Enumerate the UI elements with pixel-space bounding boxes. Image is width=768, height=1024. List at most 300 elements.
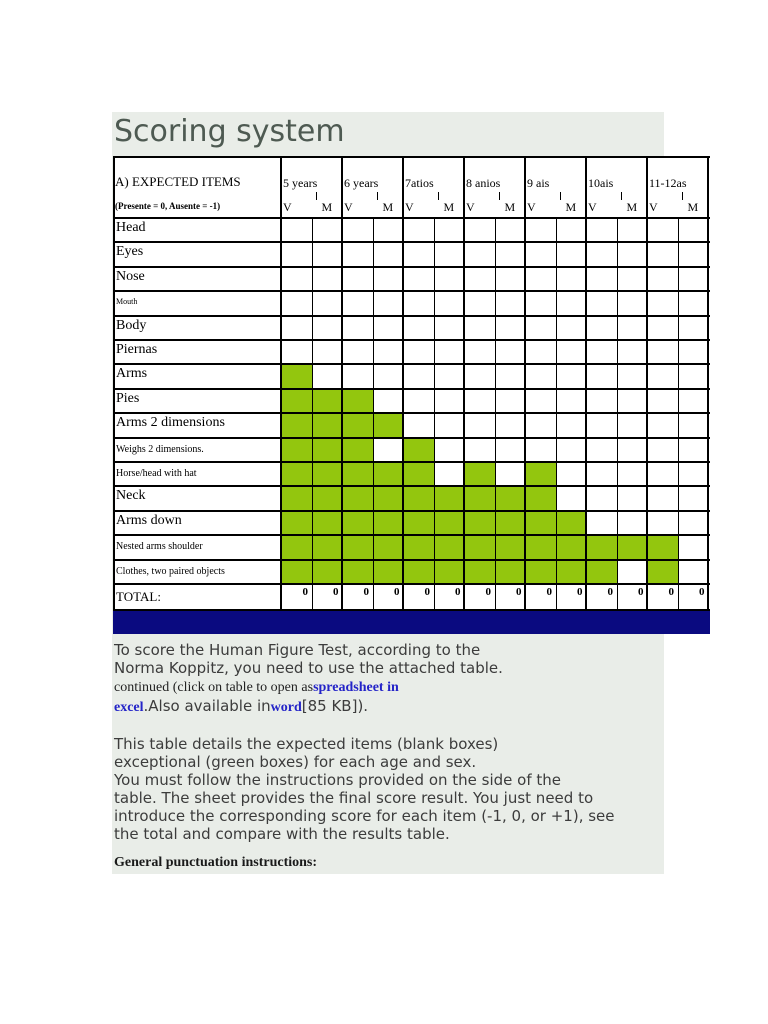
score-cell[interactable] — [678, 242, 709, 266]
score-cell[interactable] — [373, 267, 404, 291]
score-cell[interactable] — [556, 560, 587, 584]
score-cell[interactable] — [495, 438, 526, 462]
score-cell[interactable] — [617, 413, 648, 437]
grid-line — [495, 218, 496, 610]
grid-line — [585, 156, 587, 610]
score-cell[interactable] — [434, 413, 465, 437]
score-cell[interactable] — [434, 316, 465, 340]
score-cell[interactable] — [678, 364, 709, 388]
score-cell[interactable] — [373, 364, 404, 388]
score-cell[interactable] — [464, 291, 495, 315]
score-cell[interactable] — [525, 462, 556, 486]
score-cell[interactable] — [556, 511, 587, 535]
score-cell[interactable] — [678, 486, 709, 510]
sex-label: V — [283, 200, 292, 214]
grid-line — [113, 315, 710, 317]
body-line: table. The sheet provides the final score result. You just need to — [114, 789, 594, 807]
score-cell[interactable] — [556, 389, 587, 413]
score-cell[interactable] — [342, 340, 373, 364]
grid-line — [434, 218, 435, 610]
score-cell[interactable] — [434, 340, 465, 364]
score-cell[interactable] — [403, 291, 434, 315]
total-value: 0 — [638, 586, 644, 598]
row-label: Nested arms shoulder — [116, 541, 203, 553]
body-line: continued (click on table to open as — [114, 680, 314, 695]
age-group-label: 7atios — [405, 176, 434, 190]
score-cell[interactable] — [281, 267, 312, 291]
score-cell[interactable] — [312, 267, 343, 291]
score-cell[interactable] — [556, 267, 587, 291]
total-value: 0 — [699, 586, 705, 598]
score-cell[interactable] — [373, 535, 404, 559]
score-cell[interactable] — [464, 389, 495, 413]
grid-line — [113, 583, 710, 585]
score-cell[interactable] — [403, 316, 434, 340]
score-cell[interactable] — [647, 462, 678, 486]
score-cell[interactable] — [312, 316, 343, 340]
score-cell[interactable] — [647, 535, 678, 559]
score-cell[interactable] — [281, 486, 312, 510]
score-cell[interactable] — [586, 291, 617, 315]
body-line: exceptional (green boxes) for each age and sex. — [114, 753, 477, 771]
score-cell[interactable] — [678, 218, 709, 242]
score-cell[interactable] — [556, 462, 587, 486]
score-cell[interactable] — [403, 486, 434, 510]
header-tick — [438, 192, 439, 200]
grid-line — [646, 156, 648, 610]
score-cell[interactable] — [495, 218, 526, 242]
score-cell[interactable] — [495, 267, 526, 291]
spreadsheet-link[interactable]: spreadsheet in — [313, 680, 399, 695]
score-cell[interactable] — [373, 291, 404, 315]
score-cell[interactable] — [556, 535, 587, 559]
score-cell[interactable] — [525, 291, 556, 315]
score-cell[interactable] — [403, 438, 434, 462]
score-cell[interactable] — [281, 316, 312, 340]
grid-line — [113, 461, 710, 463]
score-cell[interactable] — [556, 413, 587, 437]
grid-line — [402, 156, 404, 610]
score-cell[interactable] — [342, 438, 373, 462]
score-cell[interactable] — [312, 340, 343, 364]
grid-line — [113, 534, 710, 536]
total-value: 0 — [546, 586, 552, 598]
score-cell[interactable] — [647, 438, 678, 462]
score-cell[interactable] — [678, 535, 709, 559]
score-cell[interactable] — [525, 267, 556, 291]
sex-label: V — [649, 200, 658, 214]
age-group-label: 8 anios — [466, 176, 501, 190]
grid-line — [113, 363, 710, 365]
score-cell[interactable] — [617, 560, 648, 584]
grid-line — [113, 266, 710, 268]
score-cell[interactable] — [312, 560, 343, 584]
score-cell[interactable] — [312, 486, 343, 510]
score-cell[interactable] — [617, 242, 648, 266]
score-cell[interactable] — [617, 535, 648, 559]
score-cell[interactable] — [403, 535, 434, 559]
grid-line — [113, 388, 710, 390]
score-cell[interactable] — [617, 316, 648, 340]
sex-label: M — [504, 200, 516, 214]
score-cell[interactable] — [342, 291, 373, 315]
score-cell[interactable] — [464, 462, 495, 486]
score-cell[interactable] — [586, 486, 617, 510]
grid-line — [113, 412, 710, 414]
sex-label: V — [527, 200, 536, 214]
score-cell[interactable] — [281, 291, 312, 315]
score-cell[interactable] — [525, 438, 556, 462]
score-cell[interactable] — [373, 316, 404, 340]
score-cell[interactable] — [617, 267, 648, 291]
score-cell[interactable] — [342, 389, 373, 413]
score-cell[interactable] — [434, 218, 465, 242]
body-line: Norma Koppitz, you need to use the attached table. — [114, 659, 503, 677]
grid-line — [617, 218, 618, 610]
score-cell[interactable] — [647, 291, 678, 315]
score-cell[interactable] — [312, 242, 343, 266]
grid-line — [707, 156, 709, 610]
instructions-heading: General punctuation instructions: — [114, 855, 318, 870]
score-cell[interactable] — [586, 389, 617, 413]
row-label: Mouth — [116, 297, 138, 307]
score-cell[interactable] — [342, 560, 373, 584]
table-header-subtitle: (Presente = 0, Ausente = -1) — [115, 201, 221, 211]
score-cell[interactable] — [373, 389, 404, 413]
grid-line — [463, 156, 465, 610]
score-cell[interactable] — [617, 438, 648, 462]
score-cell[interactable] — [647, 511, 678, 535]
score-cell[interactable] — [617, 486, 648, 510]
sex-label: V — [405, 200, 414, 214]
score-cell[interactable] — [281, 462, 312, 486]
score-cell[interactable] — [525, 511, 556, 535]
score-cell[interactable] — [403, 389, 434, 413]
body-line: .Also available in — [143, 697, 271, 715]
score-cell[interactable] — [373, 340, 404, 364]
score-cell[interactable] — [464, 364, 495, 388]
score-cell[interactable] — [434, 560, 465, 584]
score-cell[interactable] — [495, 291, 526, 315]
score-cell[interactable] — [586, 438, 617, 462]
score-cell[interactable] — [464, 511, 495, 535]
score-cell[interactable] — [647, 316, 678, 340]
score-cell[interactable] — [647, 413, 678, 437]
score-cell[interactable] — [647, 560, 678, 584]
sex-label: M — [565, 200, 577, 214]
score-cell[interactable] — [281, 438, 312, 462]
score-cell[interactable] — [281, 535, 312, 559]
sex-label: M — [321, 200, 333, 214]
sex-label: V — [588, 200, 597, 214]
grid-line — [524, 156, 526, 610]
score-cell[interactable] — [342, 413, 373, 437]
score-cell[interactable] — [342, 316, 373, 340]
score-cell[interactable] — [525, 389, 556, 413]
score-cell[interactable] — [617, 291, 648, 315]
score-cell[interactable] — [403, 267, 434, 291]
score-cell[interactable] — [434, 535, 465, 559]
sex-label: M — [626, 200, 638, 214]
score-cell[interactable] — [373, 438, 404, 462]
score-cell[interactable] — [617, 389, 648, 413]
score-cell[interactable] — [373, 462, 404, 486]
total-value: 0 — [394, 586, 400, 598]
score-cell[interactable] — [495, 462, 526, 486]
score-cell[interactable] — [678, 413, 709, 437]
score-cell[interactable] — [434, 486, 465, 510]
score-cell[interactable] — [495, 242, 526, 266]
score-cell[interactable] — [556, 316, 587, 340]
score-cell[interactable] — [556, 486, 587, 510]
score-cell[interactable] — [434, 389, 465, 413]
score-cell[interactable] — [678, 389, 709, 413]
score-cell[interactable] — [464, 340, 495, 364]
score-cell[interactable] — [525, 340, 556, 364]
body-line: the total and compare with the results table. — [114, 825, 450, 843]
row-label: Neck — [116, 488, 146, 504]
score-cell[interactable] — [434, 267, 465, 291]
score-cell[interactable] — [312, 535, 343, 559]
score-cell[interactable] — [495, 389, 526, 413]
score-cell[interactable] — [403, 242, 434, 266]
score-cell[interactable] — [373, 486, 404, 510]
grid-line — [678, 218, 679, 610]
row-label: Piernas — [116, 342, 158, 357]
score-cell[interactable] — [495, 364, 526, 388]
score-cell[interactable] — [312, 291, 343, 315]
score-cell[interactable] — [342, 364, 373, 388]
score-cell[interactable] — [434, 291, 465, 315]
score-cell[interactable] — [495, 486, 526, 510]
score-cell[interactable] — [342, 242, 373, 266]
score-cell[interactable] — [525, 316, 556, 340]
row-label: Horse/head with hat — [116, 468, 197, 479]
grid-line — [113, 510, 710, 512]
score-cell[interactable] — [403, 560, 434, 584]
grid-line — [280, 156, 282, 610]
score-cell[interactable] — [586, 340, 617, 364]
grid-line — [341, 156, 343, 610]
score-cell[interactable] — [434, 438, 465, 462]
score-cell[interactable] — [678, 267, 709, 291]
score-cell[interactable] — [403, 511, 434, 535]
score-cell[interactable] — [312, 364, 343, 388]
score-cell[interactable] — [525, 218, 556, 242]
score-cell[interactable] — [434, 462, 465, 486]
score-cell[interactable] — [403, 413, 434, 437]
row-label: Arms 2 dimensions — [116, 415, 225, 431]
score-cell[interactable] — [556, 218, 587, 242]
sex-label: M — [443, 200, 455, 214]
score-cell[interactable] — [373, 413, 404, 437]
scoring-table[interactable] — [113, 156, 710, 634]
excel-link[interactable]: excel — [114, 700, 144, 715]
score-cell[interactable] — [342, 462, 373, 486]
score-cell[interactable] — [312, 413, 343, 437]
score-cell[interactable] — [403, 218, 434, 242]
score-cell[interactable] — [678, 291, 709, 315]
score-cell[interactable] — [586, 316, 617, 340]
score-cell[interactable] — [495, 340, 526, 364]
score-cell[interactable] — [617, 340, 648, 364]
score-cell[interactable] — [647, 267, 678, 291]
header-tick — [682, 192, 683, 200]
grid-line — [113, 485, 710, 487]
score-cell[interactable] — [556, 364, 587, 388]
score-cell[interactable] — [586, 218, 617, 242]
score-cell[interactable] — [678, 560, 709, 584]
score-cell[interactable] — [464, 438, 495, 462]
score-cell[interactable] — [403, 340, 434, 364]
score-cell[interactable] — [495, 560, 526, 584]
score-cell[interactable] — [464, 218, 495, 242]
score-cell[interactable] — [525, 535, 556, 559]
score-cell[interactable] — [586, 413, 617, 437]
score-cell[interactable] — [373, 560, 404, 584]
score-cell[interactable] — [586, 267, 617, 291]
score-cell[interactable] — [373, 218, 404, 242]
grid-line — [113, 156, 710, 158]
grid-line — [113, 339, 710, 341]
score-cell[interactable] — [312, 218, 343, 242]
header-tick — [499, 192, 500, 200]
score-cell[interactable] — [586, 462, 617, 486]
score-cell[interactable] — [556, 438, 587, 462]
sex-label: V — [344, 200, 353, 214]
score-cell[interactable] — [617, 218, 648, 242]
score-cell[interactable] — [647, 340, 678, 364]
score-cell[interactable] — [464, 486, 495, 510]
total-value: 0 — [485, 586, 491, 598]
score-cell[interactable] — [281, 340, 312, 364]
row-label: Pies — [116, 390, 140, 406]
score-cell[interactable] — [556, 242, 587, 266]
score-cell[interactable] — [525, 364, 556, 388]
age-group-label: 10ais — [588, 176, 614, 190]
score-cell[interactable] — [495, 511, 526, 535]
score-cell[interactable] — [617, 511, 648, 535]
grid-line — [113, 241, 710, 243]
row-label: Arms down — [116, 512, 182, 528]
row-label: Eyes — [116, 244, 144, 260]
score-cell[interactable] — [586, 511, 617, 535]
score-cell[interactable] — [525, 486, 556, 510]
score-cell[interactable] — [647, 486, 678, 510]
score-cell[interactable] — [678, 316, 709, 340]
total-value: 0 — [363, 586, 369, 598]
age-group-label: 5 years — [283, 176, 318, 190]
score-cell[interactable] — [678, 340, 709, 364]
score-cell[interactable] — [586, 535, 617, 559]
total-value: 0 — [577, 586, 583, 598]
score-cell[interactable] — [678, 462, 709, 486]
row-label: Head — [116, 220, 146, 235]
score-cell[interactable] — [403, 462, 434, 486]
score-cell[interactable] — [647, 364, 678, 388]
score-cell[interactable] — [464, 267, 495, 291]
score-cell[interactable] — [312, 389, 343, 413]
row-label: Weighs 2 dimensions. — [116, 443, 204, 455]
score-cell[interactable] — [312, 438, 343, 462]
body-line: This table details the expected items (blank boxes) — [114, 735, 499, 753]
score-cell[interactable] — [464, 560, 495, 584]
score-cell[interactable] — [434, 511, 465, 535]
score-cell[interactable] — [678, 438, 709, 462]
score-cell[interactable] — [495, 535, 526, 559]
score-cell[interactable] — [586, 364, 617, 388]
score-cell[interactable] — [342, 535, 373, 559]
score-cell[interactable] — [525, 560, 556, 584]
score-cell[interactable] — [647, 242, 678, 266]
score-cell[interactable] — [281, 511, 312, 535]
score-cell[interactable] — [342, 267, 373, 291]
score-cell[interactable] — [312, 511, 343, 535]
header-tick — [560, 192, 561, 200]
score-cell[interactable] — [464, 242, 495, 266]
score-cell[interactable] — [495, 316, 526, 340]
score-cell[interactable] — [464, 535, 495, 559]
score-cell[interactable] — [342, 218, 373, 242]
total-value: 0 — [607, 586, 613, 598]
score-cell[interactable] — [495, 413, 526, 437]
score-cell[interactable] — [647, 218, 678, 242]
score-cell[interactable] — [586, 560, 617, 584]
grid-line — [113, 609, 710, 611]
score-cell[interactable] — [556, 340, 587, 364]
score-cell[interactable] — [464, 316, 495, 340]
total-value: 0 — [424, 586, 430, 598]
score-cell[interactable] — [373, 242, 404, 266]
header-tick — [377, 192, 378, 200]
age-group-label: 9 ais — [527, 176, 550, 190]
row-label: Nose — [116, 268, 145, 284]
body-line: introduce the corresponding score for each item (-1, 0, or +1), see — [114, 807, 615, 825]
total-value: 0 — [455, 586, 461, 598]
score-cell[interactable] — [342, 486, 373, 510]
word-link[interactable]: word — [270, 700, 302, 715]
grid-line — [113, 559, 710, 561]
score-cell[interactable] — [556, 291, 587, 315]
score-cell[interactable] — [434, 242, 465, 266]
score-cell[interactable] — [647, 389, 678, 413]
score-cell[interactable] — [281, 560, 312, 584]
score-cell[interactable] — [525, 413, 556, 437]
score-cell[interactable] — [586, 242, 617, 266]
score-cell[interactable] — [617, 462, 648, 486]
score-cell[interactable] — [281, 364, 312, 388]
score-cell[interactable] — [281, 389, 312, 413]
score-cell[interactable] — [373, 511, 404, 535]
score-cell[interactable] — [403, 364, 434, 388]
score-cell[interactable] — [281, 218, 312, 242]
score-cell[interactable] — [312, 462, 343, 486]
score-cell[interactable] — [281, 413, 312, 437]
score-cell[interactable] — [434, 364, 465, 388]
score-cell[interactable] — [678, 511, 709, 535]
score-cell[interactable] — [464, 413, 495, 437]
total-value: 0 — [516, 586, 522, 598]
row-label: Arms — [116, 366, 148, 382]
score-cell[interactable] — [617, 364, 648, 388]
score-cell[interactable] — [525, 242, 556, 266]
score-cell[interactable] — [342, 511, 373, 535]
score-cell[interactable] — [281, 242, 312, 266]
total-value: 0 — [302, 586, 308, 598]
row-label: Body — [116, 317, 147, 333]
table-header-title: A) EXPECTED ITEMS — [115, 174, 241, 189]
sex-label: M — [382, 200, 394, 214]
